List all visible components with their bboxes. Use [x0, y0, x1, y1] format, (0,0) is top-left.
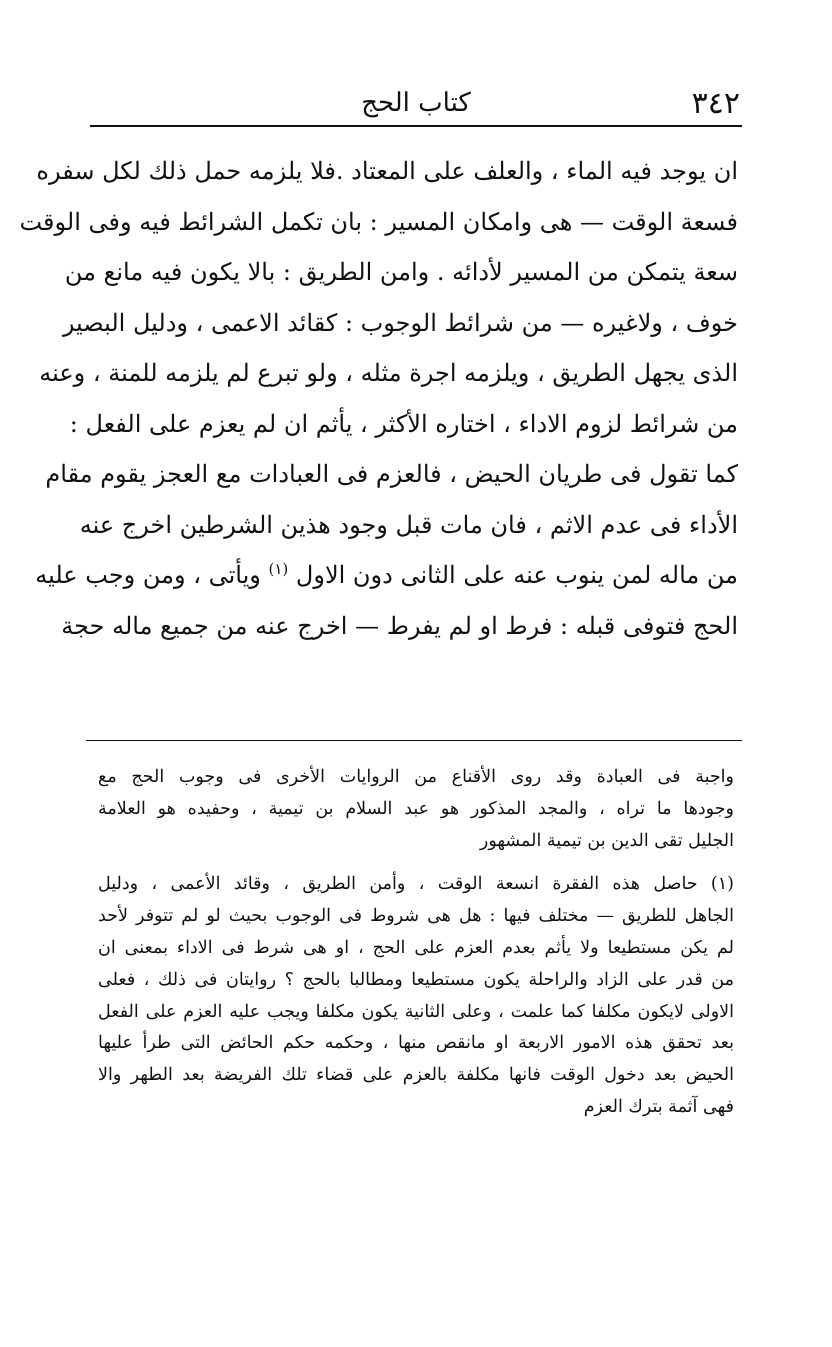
- footnote-line: الحيض بعد دخول الوقت فانها مكلفة بالعزم على قضاء تلك الفريضة بعد الطهر والا: [98, 1065, 734, 1086]
- text-line-segment: من ماله لمن ينوب عنه على الثانى دون الاول: [295, 561, 738, 589]
- footnote-line: واجبة فى العبادة وقد روى الأقناع من الروايات الأخرى فى وجوب الحج مع: [98, 767, 734, 787]
- footnote-line: وجودها ما تراه ، والمجد المذكور هو عبد السلام بن تيمية ، وحفيده هو العلامة: [98, 798, 734, 819]
- footnote-line: الجليل تقى الدين بن تيمية المشهور: [479, 830, 734, 851]
- text-line: كما تقول فى طريان الحيض ، فالعزم فى العبادات مع العجز يقوم مقام: [45, 460, 738, 488]
- footnote-line: لم يكن مستطيعا ولا يأثم بعدم العزم على الحج ، او هى شرط فى الاداء بمعنى ان: [98, 937, 734, 958]
- text-line: من شرائط لزوم الاداء ، اختاره الأكثر ، يأثم ان لم يعزم على الفعل :: [69, 409, 738, 438]
- footnote-line: فهى آثمة بترك العزم: [583, 1096, 734, 1117]
- text-line: الذى يجهل الطريق ، ويلزمه اجرة مثله ، ولو تبرع لم يلزمه للمنة ، وعنه: [39, 359, 738, 387]
- footnote-line: (١) حاصل هذه الفقرة انسعة الوقت ، وأمن الطريق ، وقائد الأعمى ، ودليل: [98, 874, 734, 895]
- header-rule: [90, 125, 742, 127]
- footnotes: [98, 762, 734, 1124]
- main-text: [19, 146, 738, 651]
- running-title: كتاب الحج: [361, 88, 471, 118]
- footnote-rule: [86, 740, 742, 741]
- footnote-line: بعد تحقق هذه الامور الاربعة او مانقص منها ، وحكمه حكم الحائض التى طرأ عليها: [98, 1033, 734, 1054]
- footnote-line: الجاهل للطريق — مختلف فيها : هل هى شروط فى الوجوب بحيث لو لم تتوفر لأحد: [98, 906, 734, 927]
- text-line: خوف ، ولاغيره — من شرائط الوجوب : كقائد الاعمى ، ودليل البصير: [62, 308, 738, 337]
- text-line: ان يوجد فيه الماء ، والعلف على المعتاد .فلا يلزمه حمل ذلك لكل سفره: [36, 157, 738, 185]
- footnote-reference: (١): [268, 560, 289, 578]
- page-header: [92, 84, 740, 130]
- text-line: الأداء فى عدم الاثم ، فان مات قبل وجود هذين الشرطين اخرج عنه: [79, 510, 738, 539]
- text-line-segment: ويأتى ، ومن وجب عليه: [35, 561, 261, 589]
- footnote-line: من قدر على الزاد والراحلة يكون مستطيعا ومطالبا بالحج ؟ روايتان فى ذلك ، فعلى: [98, 969, 734, 990]
- text-line: الحج فتوفى قبله : فرط او لم يفرط — اخرج عنه من جميع ماله حجة: [61, 611, 738, 640]
- page-number: ٣٤٢: [691, 86, 740, 121]
- footnote-gap: [98, 857, 734, 869]
- footnote-line: الاولى لايكون مكلفا كما علمت ، وعلى الثانية يكون مكلفا ويجب عليه العزم على الفعل: [98, 1001, 734, 1022]
- text-line-with-footnote-ref: [35, 550, 738, 601]
- text-line: سعة يتمكن من المسير لأدائه . وامن الطريق : بالا يكون فيه مانع من: [64, 258, 738, 286]
- text-line: فسعة الوقت — هى وامكان المسير : بان تكمل الشرائط فيه وفى الوقت: [19, 207, 738, 236]
